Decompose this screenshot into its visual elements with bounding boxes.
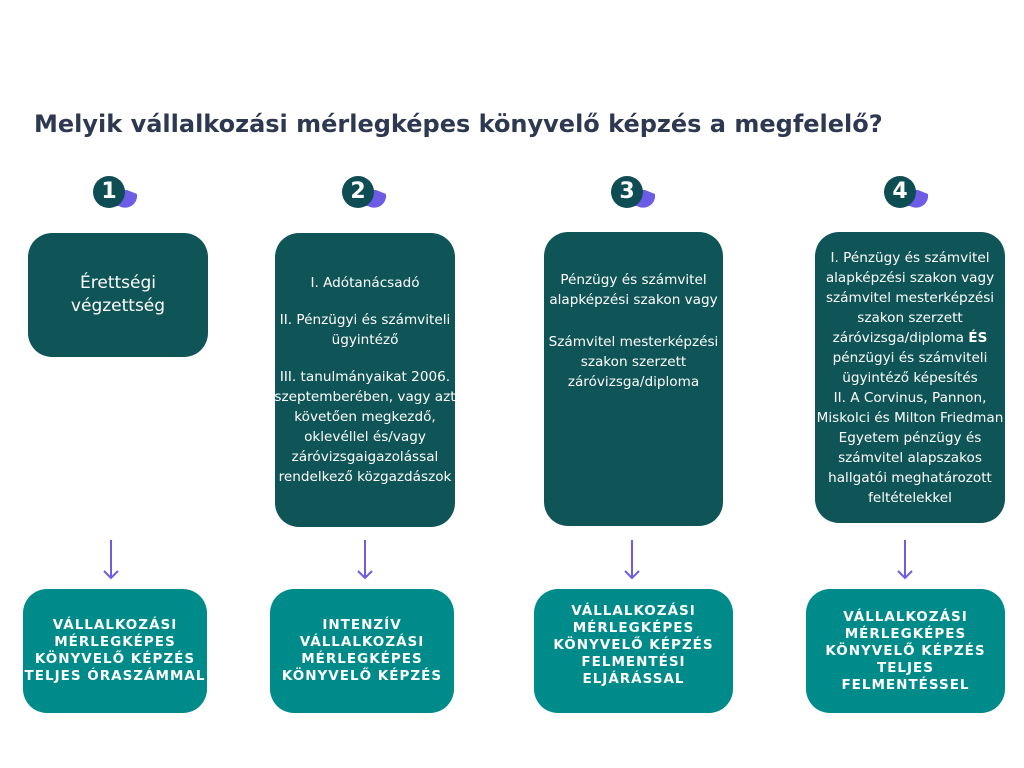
step-2-course-box — [270, 589, 454, 713]
requirement-line: alapképzési szakon vagy — [825, 269, 995, 286]
requirement-line: ügyintéző — [331, 332, 399, 348]
requirement-line: feltételekkel — [868, 489, 952, 506]
step-2-badge — [342, 176, 386, 212]
step-3-requirement-box — [544, 232, 723, 526]
requirement-line: hallgatói meghatározott — [828, 469, 992, 486]
requirement-line: követően megkezdő, — [294, 409, 436, 425]
arrow-down-icon — [622, 540, 642, 582]
requirement-line: I. Pénzügy és számvitel — [830, 249, 990, 266]
requirement-line: Érettségi — [80, 273, 156, 293]
step-3-badge — [611, 176, 655, 212]
requirement-line: III. tanulmányaikat 2006. — [279, 369, 451, 385]
course-line: FELMENTÉSSEL — [841, 676, 970, 693]
requirement-line: II. Pénzügyi és számviteli — [279, 312, 451, 328]
step-1-badge — [93, 176, 137, 212]
requirement-line: számvitel alapszakos — [838, 449, 982, 466]
course-line: KÖNYVELŐ KÉPZÉS — [553, 637, 714, 653]
requirement-line: záróvizsga/diploma — [567, 374, 700, 390]
requirement-line: rendelkező közgazdászok — [278, 469, 452, 485]
step-4-requirement-box — [815, 232, 1005, 523]
page-title: Melyik vállalkozási mérlegképes könyvelő képzés a megfelelő? — [34, 110, 883, 138]
requirement-line: oklevéllel és/vagy — [304, 429, 426, 445]
course-line: VÁLLALKOZÁSI — [52, 617, 178, 633]
requirement-line: záróvizsgaigazolással — [291, 449, 439, 465]
step-4-badge — [884, 176, 928, 212]
requirement-line: szakon szerzett — [857, 309, 963, 326]
course-line: VÁLLALKOZÁSI — [299, 634, 425, 650]
step-2-number: 2 — [342, 176, 374, 208]
step-1-requirement-box — [28, 233, 208, 357]
requirement-line: végzettség — [70, 296, 166, 316]
requirement-line: számvitel mesterképzési — [825, 289, 995, 306]
course-line: KÖNYVELŐ KÉPZÉS — [34, 651, 196, 667]
requirement-text: záróvizsga/diploma — [832, 329, 964, 346]
course-line: FELMENTÉSI — [581, 654, 686, 670]
course-line: KÖNYVELŐ KÉPZÉS — [281, 668, 443, 684]
arrow-down-icon — [895, 540, 915, 582]
and-emphasis: ÉS — [968, 329, 988, 346]
requirement-line: Pénzügy és számvitel — [560, 272, 707, 288]
requirement-line — [833, 328, 988, 348]
requirement-line: Egyetem pénzügy és — [838, 429, 982, 446]
course-line: TELJES ÓRASZÁMMAL — [24, 668, 206, 684]
requirement-line: Miskolci és Milton Friedman — [816, 409, 1004, 426]
arrow-down-icon — [101, 540, 121, 582]
step-1-course-box — [23, 589, 207, 713]
step-3-course-box — [534, 589, 733, 713]
course-line: KÖNYVELŐ KÉPZÉS — [825, 642, 986, 659]
course-line: MÉRLEGKÉPES — [844, 625, 967, 642]
requirement-line: II. A Corvinus, Pannon, — [833, 389, 987, 406]
step-2-requirement-box — [275, 233, 455, 527]
step-4-number: 4 — [884, 176, 916, 208]
course-line: VÁLLALKOZÁSI — [571, 603, 696, 619]
requirement-line: I. Adótanácsadó — [310, 275, 420, 291]
arrow-down-icon — [355, 540, 375, 582]
course-line: MÉRLEGKÉPES — [301, 651, 423, 667]
requirement-line: pénzügyi és számviteli — [832, 349, 988, 366]
course-line: MÉRLEGKÉPES — [54, 634, 176, 650]
course-line: INTENZÍV — [322, 617, 402, 633]
requirement-line: szakon szerzett — [580, 354, 687, 370]
requirement-line: szeptemberében, vagy azt — [274, 389, 456, 405]
requirement-line: Számvitel mesterképzési — [548, 334, 719, 350]
course-line: MÉRLEGKÉPES — [572, 620, 695, 636]
requirement-line: ügyintéző képesítés — [842, 369, 978, 386]
step-3-number: 3 — [611, 176, 643, 208]
course-line: TELJES — [876, 659, 934, 676]
step-4-course-box — [806, 589, 1005, 713]
requirement-line: alapképzési szakon vagy — [549, 292, 718, 308]
course-line: ELJÁRÁSSAL — [582, 671, 685, 687]
step-1-number: 1 — [93, 176, 125, 208]
course-line: VÁLLALKOZÁSI — [843, 608, 968, 625]
